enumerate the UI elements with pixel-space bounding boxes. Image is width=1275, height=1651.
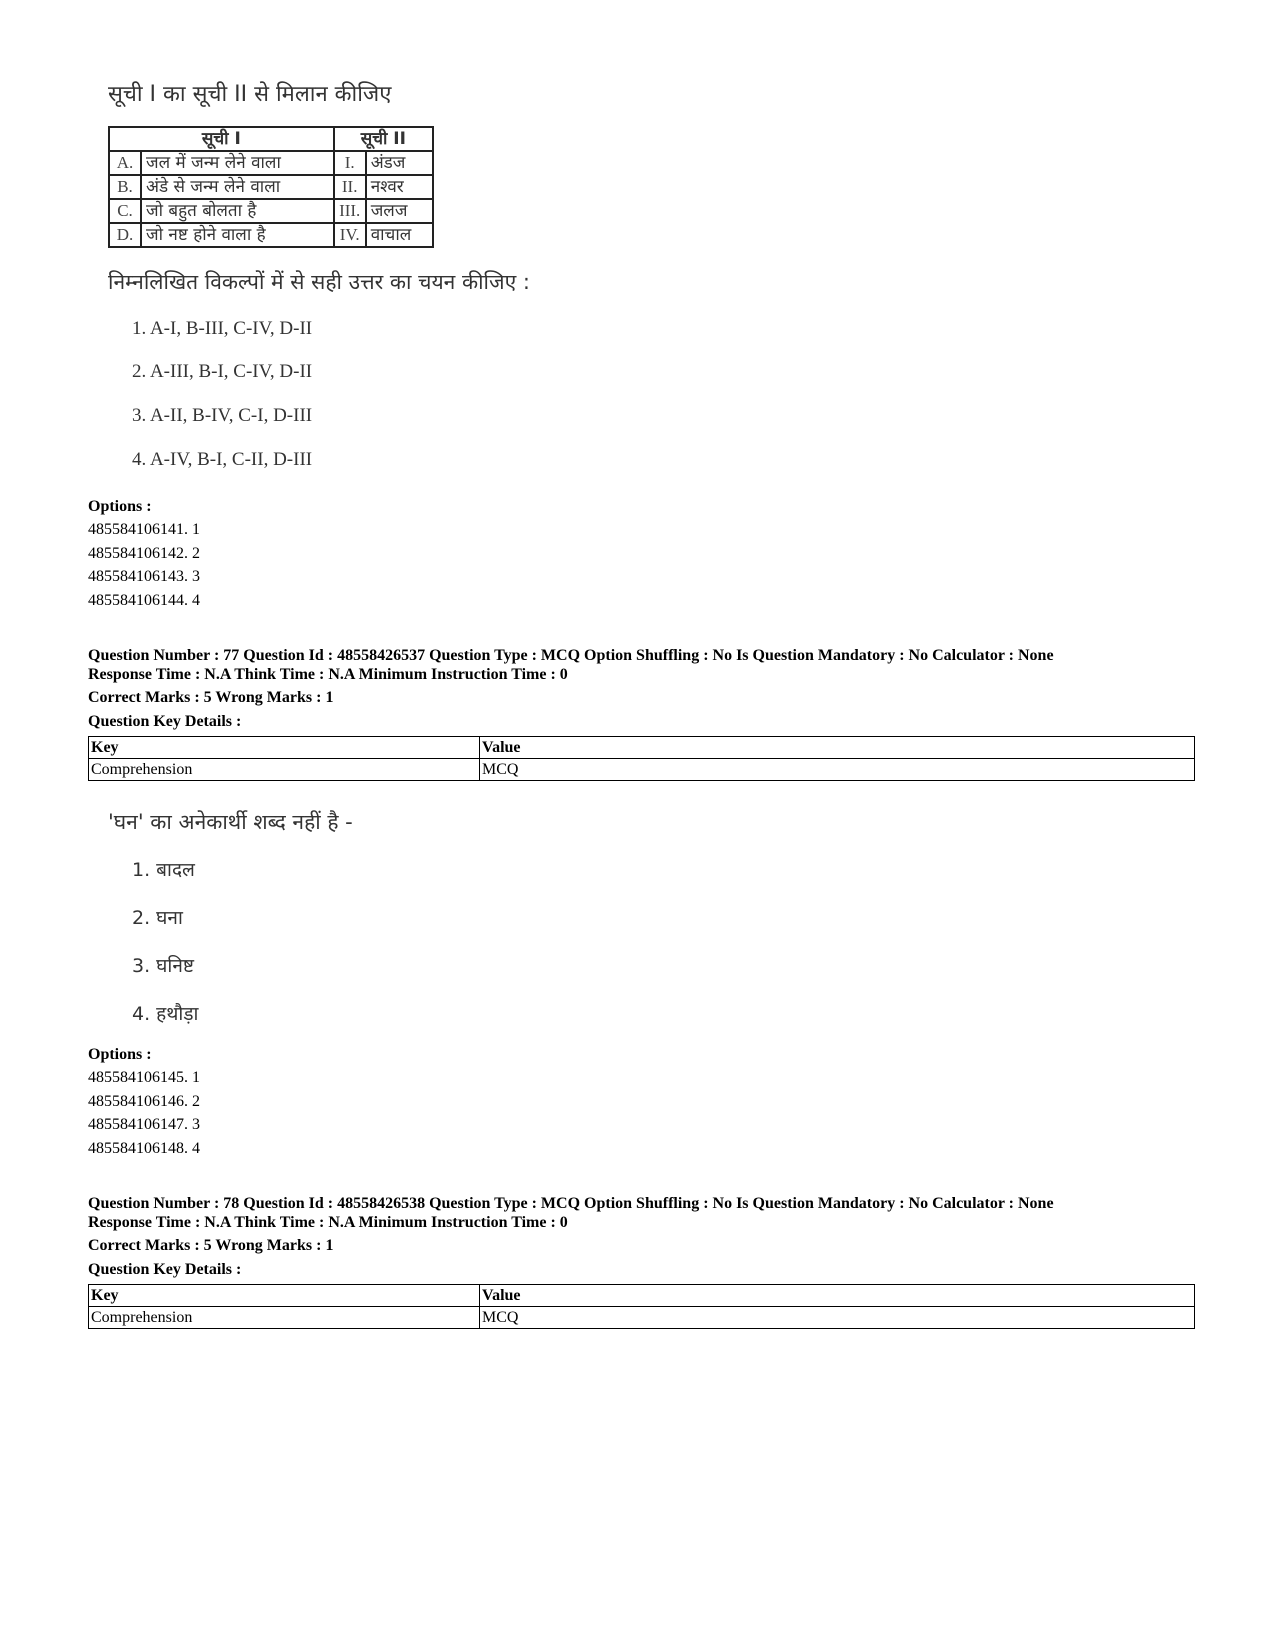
- match-row: [109, 175, 433, 199]
- option-item: 485584106148. 4: [88, 1139, 200, 1157]
- q76-choice-4: 4. A-IV, B-I, C-II, D-III: [132, 449, 313, 470]
- q78-key-details-label: Question Key Details :: [88, 1261, 242, 1278]
- match-row: [109, 151, 433, 175]
- key-header: Key: [89, 737, 480, 759]
- q77-header: [88, 644, 1054, 686]
- match-row-match: अंडज: [366, 151, 433, 175]
- match-row: [109, 223, 433, 247]
- match-row-letter: C.: [109, 199, 141, 223]
- key-header: Key: [89, 1285, 480, 1307]
- q76-options: [88, 518, 200, 612]
- option-item: 485584106146. 2: [88, 1092, 200, 1110]
- match-row-item: जो नष्ट होने वाला है: [141, 223, 334, 247]
- match-row-numeral: IV.: [334, 223, 366, 247]
- q77-key-table: [88, 736, 1195, 781]
- match-row-letter: D.: [109, 223, 141, 247]
- match-row: [109, 199, 433, 223]
- q77-choice-4: 4. हथौड़ा: [132, 1003, 199, 1025]
- option-item: 485584106147. 3: [88, 1116, 200, 1133]
- q77-header-line2: Response Time : N.A Think Time : N.A Minimum Instruction Time : 0: [88, 666, 568, 683]
- match-row-letter: B.: [109, 175, 141, 199]
- q78-marks: Correct Marks : 5 Wrong Marks : 1: [88, 1237, 334, 1254]
- q77-choice-3: 3. घनिष्ट: [132, 955, 194, 977]
- option-item: 485584106142. 2: [88, 544, 200, 562]
- match-row-match: जलज: [366, 199, 433, 223]
- q77-header-line1: Question Number : 77 Question Id : 48558426537 Question Type : MCQ Option Shuffling : No Is Question Mandatory : No Calculator : None: [88, 647, 1054, 664]
- q76-options-label: Options :: [88, 498, 152, 515]
- q77-marks: Correct Marks : 5 Wrong Marks : 1: [88, 689, 334, 706]
- option-item: 485584106144. 4: [88, 591, 200, 609]
- match-row-match: वाचाल: [366, 223, 433, 247]
- q78-header-line1: Question Number : 78 Question Id : 48558426538 Question Type : MCQ Option Shuffling : No Is Question Mandatory : No Calculator : None: [88, 1195, 1054, 1212]
- match-row-numeral: III.: [334, 199, 366, 223]
- match-row-item: जल में जन्म लेने वाला: [141, 151, 334, 175]
- key-cell: Comprehension: [89, 759, 480, 781]
- q78-key-table: [88, 1284, 1195, 1329]
- q76-choice-1: 1. A-I, B-III, C-IV, D-II: [132, 318, 313, 339]
- match-col1-header: सूची I: [109, 127, 334, 151]
- value-cell: MCQ: [480, 759, 1195, 781]
- match-row-item: अंडे से जन्म लेने वाला: [141, 175, 334, 199]
- match-row-numeral: II.: [334, 175, 366, 199]
- match-col2-header: सूची II: [334, 127, 433, 151]
- match-row-match: नश्वर: [366, 175, 433, 199]
- q77-key-details-label: Question Key Details :: [88, 713, 242, 730]
- key-cell: Comprehension: [89, 1307, 480, 1329]
- option-item: 485584106141. 1: [88, 521, 200, 538]
- value-header: Value: [480, 737, 1195, 759]
- q76-instruction: निम्नलिखित विकल्पों में से सही उत्तर का चयन कीजिए :: [108, 270, 530, 294]
- option-item: 485584106143. 3: [88, 568, 200, 585]
- match-row-item: जो बहुत बोलता है: [141, 199, 334, 223]
- option-item: 485584106145. 1: [88, 1069, 200, 1086]
- q76-choice-3: 3. A-II, B-IV, C-I, D-III: [132, 405, 313, 426]
- q78-header-line2: Response Time : N.A Think Time : N.A Minimum Instruction Time : 0: [88, 1214, 568, 1231]
- q76-prompt: सूची I का सूची II से मिलान कीजिए: [108, 82, 392, 107]
- q77-prompt: 'घन' का अनेकार्थी शब्द नहीं है -: [108, 810, 353, 834]
- q77-choice-1: 1. बादल: [132, 859, 195, 881]
- q76-choice-2: 2. A-III, B-I, C-IV, D-II: [132, 361, 313, 382]
- match-row-letter: A.: [109, 151, 141, 175]
- q77-choice-2: 2. घना: [132, 907, 183, 929]
- q77-options: [88, 1066, 200, 1160]
- q77-options-label: Options :: [88, 1046, 152, 1063]
- match-row-numeral: I.: [334, 151, 366, 175]
- value-header: Value: [480, 1285, 1195, 1307]
- match-table: [108, 126, 434, 248]
- value-cell: MCQ: [480, 1307, 1195, 1329]
- q78-header: [88, 1192, 1054, 1234]
